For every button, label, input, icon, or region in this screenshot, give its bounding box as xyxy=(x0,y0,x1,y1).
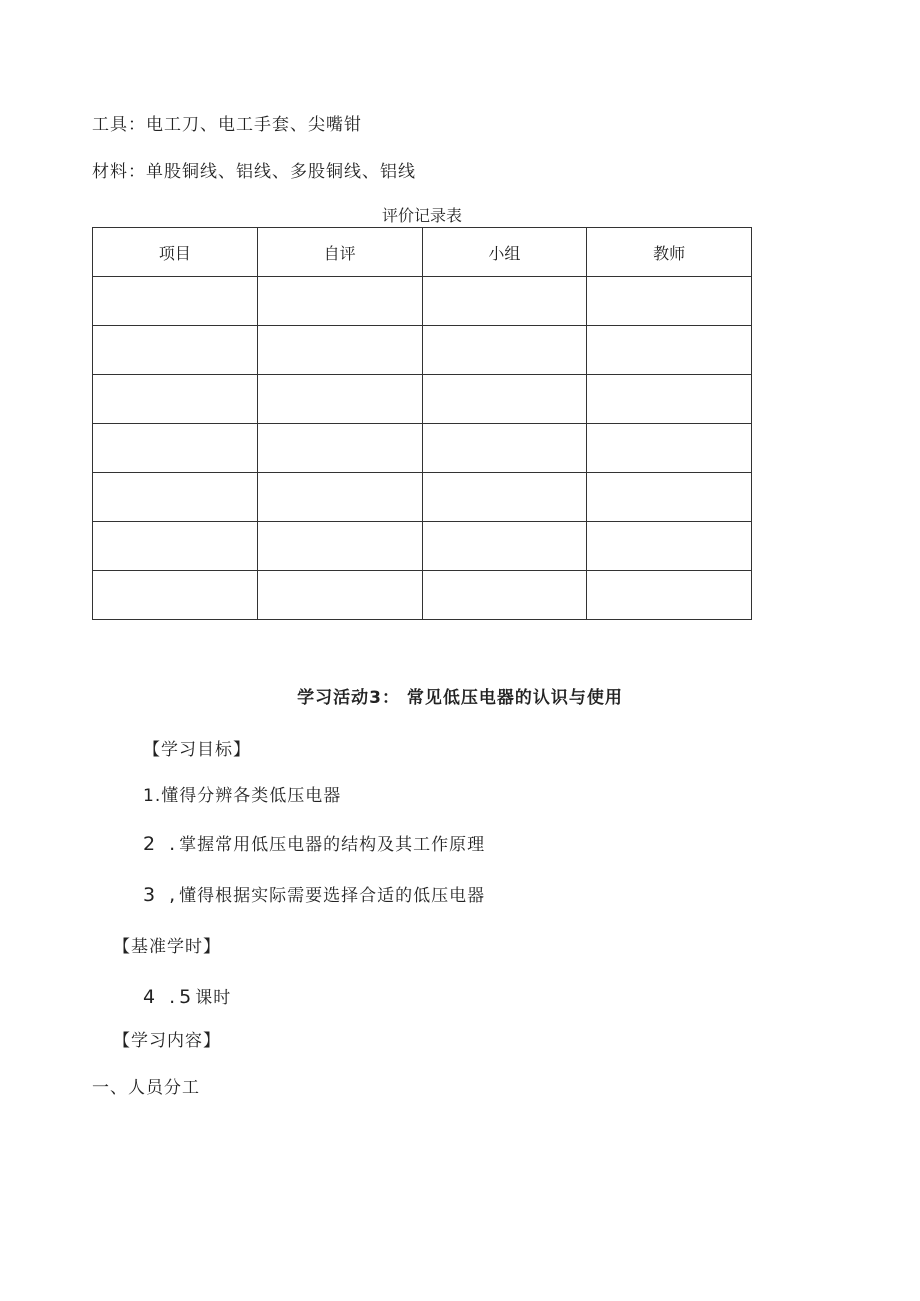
goal-item xyxy=(143,881,485,906)
table-cell xyxy=(422,326,587,375)
table-header-row xyxy=(93,228,752,277)
goal-text: 掌握常用低压电器的结构及其工作原理 xyxy=(179,835,486,855)
hours-unit: 课时 xyxy=(195,988,232,1008)
table-cell xyxy=(587,571,752,620)
materials-line: 材料：单股铜线、铝线、多股铜线、铝线 xyxy=(92,162,416,182)
table-cell xyxy=(93,571,258,620)
table-cell xyxy=(587,375,752,424)
hours-heading: 【基准学时】 xyxy=(113,937,221,957)
table-cell xyxy=(422,473,587,522)
table-row xyxy=(93,424,752,473)
table-cell xyxy=(257,473,422,522)
goal-number: 1. xyxy=(143,786,162,806)
content-heading: 【学习内容】 xyxy=(113,1031,221,1051)
table-row xyxy=(93,473,752,522)
table-cell xyxy=(422,424,587,473)
table-cell xyxy=(422,522,587,571)
table-cell xyxy=(422,277,587,326)
table-cell xyxy=(587,424,752,473)
table-row xyxy=(93,326,752,375)
table-cell xyxy=(587,277,752,326)
evaluation-table xyxy=(92,227,752,620)
table-cell xyxy=(587,473,752,522)
header-cell-teacher: 教师 xyxy=(587,228,752,277)
table-row xyxy=(93,277,752,326)
table-cell xyxy=(257,424,422,473)
header-cell-group: 小组 xyxy=(422,228,587,277)
table-cell xyxy=(93,326,258,375)
table-cell xyxy=(257,375,422,424)
table-cell xyxy=(257,571,422,620)
table-caption: 评价记录表 xyxy=(381,206,462,225)
table-cell xyxy=(587,522,752,571)
table-row xyxy=(93,522,752,571)
section-heading: 一、人员分工 xyxy=(92,1078,200,1098)
goal-item xyxy=(143,830,485,855)
activity-title: 学习活动3： 常见低压电器的认识与使用 xyxy=(297,688,623,708)
table-cell xyxy=(257,326,422,375)
goal-item xyxy=(143,781,341,806)
tools-line: 工具：电工刀、电工手套、尖嘴钳 xyxy=(92,115,362,135)
hours-number: 4 .5 xyxy=(143,986,196,1008)
table-cell xyxy=(587,326,752,375)
goal-number: 2 . xyxy=(143,833,180,855)
table-row xyxy=(93,571,752,620)
goals-heading: 【学习目标】 xyxy=(143,740,251,760)
table-cell xyxy=(422,375,587,424)
header-cell-item: 项目 xyxy=(93,228,258,277)
table-cell xyxy=(257,522,422,571)
table-cell xyxy=(93,473,258,522)
hours-value xyxy=(143,983,231,1008)
table-cell xyxy=(422,571,587,620)
goal-text: 懂得分辨各类低压电器 xyxy=(161,786,342,806)
table-cell xyxy=(93,375,258,424)
goal-text: 懂得根据实际需要选择合适的低压电器 xyxy=(179,886,486,906)
table-cell xyxy=(257,277,422,326)
header-cell-self: 自评 xyxy=(257,228,422,277)
table-cell xyxy=(93,522,258,571)
goal-number: 3 , xyxy=(143,884,180,906)
table-cell xyxy=(93,277,258,326)
table-cell xyxy=(93,424,258,473)
table-row xyxy=(93,375,752,424)
